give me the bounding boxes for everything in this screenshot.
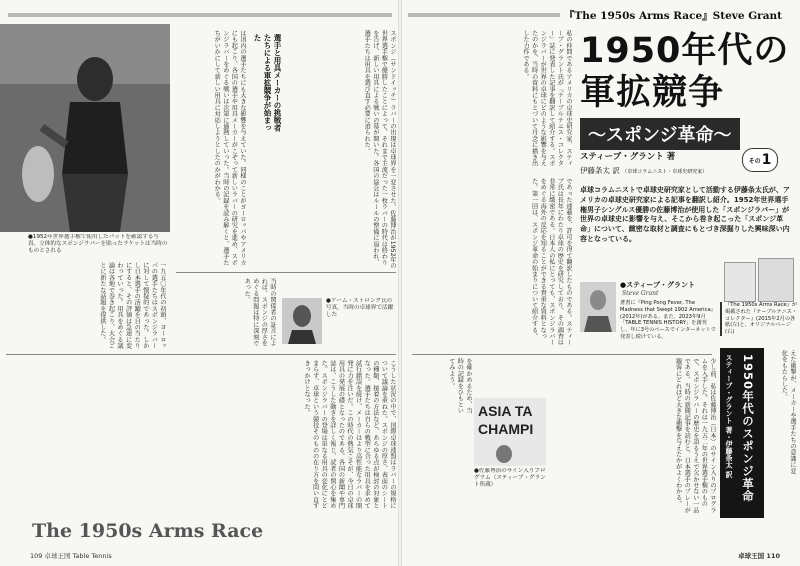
asia-champ-photo: [474, 398, 546, 466]
bottom-title: The 1950s Arms Race: [32, 520, 264, 542]
title-block: [580, 30, 790, 150]
photo-caption-top-left: ●1952年世界選手権で使用したバットを確認する写真。立体的なスポンジラバーを貼ったラケットは当時のものとされる: [28, 234, 168, 255]
portrait-photo: [282, 298, 322, 344]
translator-name: 伊藤条太 訳: [580, 166, 620, 175]
body-text-right-lower-a: を確かめるため、当時の記録をひもといてみよう。: [447, 358, 472, 414]
vertical-title: 1950年代のスポンジ革命: [741, 354, 755, 503]
series-tag: 『The 1950s Arms Race』Steve Grant: [560, 8, 786, 23]
page-gutter: [398, 0, 402, 566]
profile-name-en: Steve Grant: [622, 290, 659, 297]
pull-quote: 選手と用具メーカーの挑戦者たちによる軍拡競争が始まった: [253, 34, 282, 132]
body-text-left-middle-2: 当時の関係者の証言によれば、スポンジの厚さをめぐる問題は特に深刻であった。: [243, 278, 276, 347]
body-text-left-middle: 一九五〇年代の初頭、ヨーロッパの選手たちはスポンジラバーに対して懐疑的であった。しかし日本選手の活躍を目の当たりにすると、その評価は急速に変わっていった。用具をめぐる議論は各地で巻き起こり、大会ごとに新たな話題を提供した。: [98, 262, 166, 349]
player-photo: [0, 24, 170, 232]
svg-text:ASIA TA: ASIA TA: [478, 403, 533, 419]
title-line-2: 軍拡競争: [580, 73, 725, 113]
book-cover-right: [758, 258, 794, 302]
profile-bio: 著書に『Ping Pong Fever, The Madness that Swept 1902 America』(2012年)がある。また、2023年9月「TABLE TENNIS HISTORY」を創刊し、年に3号のペースでインターネットで発表し続けている。: [620, 300, 716, 340]
body-text-left-upper: は国内の選手たちにも大きな影響を与えていた。同様のことがヨーロッパやアメリカにも起こり、各国の選手や用具メーカーがこぞって新しいラバーの研究を進め、スポンジラバーをめぐる戦いは次第に過熱していった。当時の記録を読み解くと、選手たちがいかにして新しい用具に対応しようとしたのかがわかる。: [213, 30, 246, 266]
portrait-caption: ●アーム・ストロング氏の写真。当時の卓球界で活躍した: [326, 298, 394, 319]
section-divider-left: [176, 272, 396, 273]
profile-photo: [580, 282, 616, 332]
body-text-right-lower-b: 少し前、私は佐藤博治（日本）のサイン入りのプログラムを入手した。それは一九五二年の世界選手権のもので、スポンジラバーの歴史を語るうえで欠かせない一品である。当時の新聞記事を読むと、日本選手のプレーが観客にどれほど大きな衝撃を与えたかがよくわかる。: [674, 358, 716, 513]
body-text-right-upper: 私の仲間であるアメリカの卓球史研究家、スティーブ・グラント氏が『テーブルテニス・コレクター』誌に発表した記事を翻訳して紹介する。スポンジラバーが世界の卓球にどのような影響を与えたのかを、当時の資料にもとづいて丹念に描き出した力作である。: [522, 30, 572, 167]
body-text-right-edge: えた衝撃が、メーカーや選手たちの意識に変化をもたらした。: [780, 350, 796, 474]
body-text-right-middle: であった連載を、許可を得て翻訳したものである。スティーブ氏は長年にわたり卓球の歴史を研究しており、その調査は非常に緻密である。日本人の私にとっても、スポンジラバーをめぐる海外の反応を知ることができる貴重な資料となった。第一回は、スポンジ革命の始まりについて紹介する。: [530, 178, 572, 346]
asia-photo-caption: ●佐藤博治のサイン入りプログラム（スティーブ・グラント所蔵）: [474, 468, 546, 489]
part-badge: [742, 148, 778, 172]
header-rule-left: [8, 13, 392, 17]
translator-note: （卓球コラムニスト・卓球史研究家）: [622, 169, 708, 175]
author-name: スティーブ・グラント 著: [580, 152, 676, 162]
title-line-1: 1950年代の: [580, 31, 790, 71]
section-divider-left-lower: [6, 354, 396, 355]
section-divider-right: [412, 354, 712, 355]
header-rule-right: [408, 13, 562, 17]
body-text-left-upper-right: スポンジ（サンドイッチ）ラバーの出現は卓球界を一変させた。佐藤博治が1952年の世界選手権で優勝したことによって、それまで主流だった一枚ラバーの時代は終わりを告げ、新しい用具による戦いの幕が開いた。各国の協会はルールの整備に追われ、選手たちは用具を選び直す必要に迫られた。: [363, 30, 396, 269]
folio-right: 卓球王国 110: [738, 552, 780, 560]
subtitle: 〜スポンジ革命〜: [580, 118, 740, 150]
svg-text:CHAMPI: CHAMPI: [478, 421, 534, 437]
vertical-byline: スティーブ・グラント 著・伊藤条太 訳: [725, 354, 733, 478]
lead-text: 卓球コラムニストで卓球史研究家として活動する伊藤条太氏が、アメリカの卓球史研究家による記事を翻訳し紹介。1952年世界選手権男子シングルス優勝の佐藤博治が使用した「スポンジラバー」が世界の卓球史に影響を与え、そこから巻き起こった「スポンジ革命」について、緻密な取材と調査にもとづき深掘りした興味深い内容となっている。: [580, 186, 790, 243]
body-text-left-lower: こうした状況の中で、国際卓球連盟はラバーの規格について議論を重ねた。スポンジの厚さ、表面のシートの種類、接着の方法など、あらゆる点が検討の対象となった。選手たちは自らの戦型に合った用具を求めて試行錯誤を続け、メーカーはより高性能なラバーの開発に力を注いだ。この時代の熱気こそが、今日の卓球用具の発展の礎となったのである。各国の新聞や専門誌は、こうした動きを詳しく報じ、読者の関心を集めた。スポンジラバーの登場は単なる用具の変化にとどまらず、卓球という競技そのものの在り方を問い直すきっかけとなった。: [303, 360, 396, 509]
folio-left: 109 卓球王国 Table Tennis: [30, 552, 112, 560]
part-number: 1: [761, 152, 772, 168]
part-prefix: その: [748, 157, 761, 165]
profile-name: ●スティーブ・グラント: [620, 281, 696, 289]
profile-box: [580, 280, 720, 340]
book-cover-left: [724, 262, 756, 302]
book-caption: 『The 1950s Arms Race』が掲載された『テーブルテニス・コレクター』(2015年2月の各紙(左)と、オリジナルページ(右): [720, 302, 799, 336]
vertical-title-box: [720, 348, 764, 518]
